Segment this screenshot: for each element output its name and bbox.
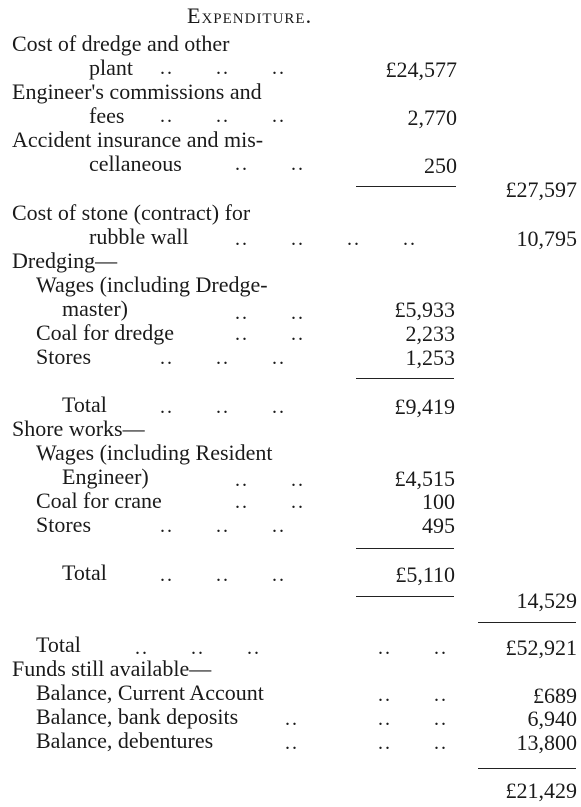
row-label: rubble wall (89, 224, 189, 249)
amount: £689 (533, 683, 577, 708)
leader-dots: .. .. (235, 323, 305, 345)
row-label: Total (36, 632, 81, 657)
row-label: Coal for dredge (36, 320, 175, 345)
section-heading: Dredging— (12, 248, 118, 273)
leader-dots: .. .. .. (160, 347, 286, 369)
row-label: Cost of dredge and other (12, 31, 230, 56)
amount: 495 (422, 513, 455, 538)
section-heading: Shore works— (12, 416, 145, 441)
amount: 2,233 (405, 321, 455, 346)
row-label: Stores (36, 512, 91, 537)
amount: 10,795 (516, 226, 577, 251)
row-label: Engineer) (62, 464, 149, 489)
subtotal-rule (356, 548, 454, 549)
amount: £9,419 (394, 394, 455, 419)
leader-dots: .. .. (378, 684, 448, 706)
amount: 6,940 (527, 706, 577, 731)
leader-dots: .. .. .. (160, 57, 286, 79)
row-label: Stores (36, 344, 91, 369)
row-label: Balance, bank deposits (36, 704, 239, 729)
leader-dots: .. (285, 732, 299, 754)
leader-dots: .. (285, 708, 299, 730)
row-label: Cost of stone (contract) for (12, 200, 251, 225)
amount: 14,529 (516, 588, 577, 613)
total-rule (478, 768, 576, 769)
leader-dots: .. .. .. (160, 396, 286, 418)
amount: £5,110 (395, 562, 455, 587)
amount: £52,921 (505, 635, 577, 660)
total-rule (478, 622, 576, 623)
amount: £24,577 (385, 57, 457, 82)
row-label: Coal for crane (36, 488, 162, 513)
leader-dots: .. .. (378, 732, 448, 754)
amount: 250 (424, 153, 457, 178)
row-label: master) (62, 296, 128, 321)
row-label: Wages (including Resident (36, 440, 273, 465)
subtotal-rule (356, 186, 456, 187)
row-label: fees (89, 103, 125, 128)
row-label: cellaneous (89, 151, 182, 176)
amount: £27,597 (505, 177, 577, 202)
leader-dots: .. .. (235, 153, 305, 175)
leader-dots: .. .. (235, 469, 305, 491)
leader-dots: .. .. .. (160, 105, 286, 127)
row-label: Engineer's commissions and (12, 79, 262, 104)
amount: 100 (422, 489, 455, 514)
amount: 2,770 (407, 105, 457, 130)
amount: £5,933 (394, 297, 455, 322)
row-label: Total (62, 392, 107, 417)
amount: 13,800 (516, 730, 577, 755)
leader-dots: .. .. (378, 708, 448, 730)
amount: 1,253 (405, 345, 455, 370)
leader-dots: .. .. (235, 491, 305, 513)
amount: £4,515 (394, 466, 455, 491)
subtotal-rule (356, 596, 454, 597)
row-label: Wages (including Dredge- (36, 272, 268, 297)
row-label: Total (62, 560, 107, 585)
section-heading: Funds still available— (12, 656, 212, 681)
leader-dots: .. .. .. (135, 637, 261, 659)
leader-dots: .. .. (378, 637, 448, 659)
subtotal-rule (356, 378, 454, 379)
row-label: plant (89, 55, 133, 80)
leader-dots: .. .. .. (160, 564, 286, 586)
leader-dots: .. .. (235, 302, 305, 324)
amount: £21,429 (505, 778, 577, 803)
row-label: Balance, Current Account (36, 680, 264, 705)
leader-dots: .. .. .. (160, 515, 286, 537)
section-title: Expenditure. (187, 3, 313, 28)
row-label: Accident insurance and mis- (12, 127, 264, 152)
row-label: Balance, debentures (36, 728, 214, 753)
leader-dots: .. .. .. .. (235, 228, 417, 250)
